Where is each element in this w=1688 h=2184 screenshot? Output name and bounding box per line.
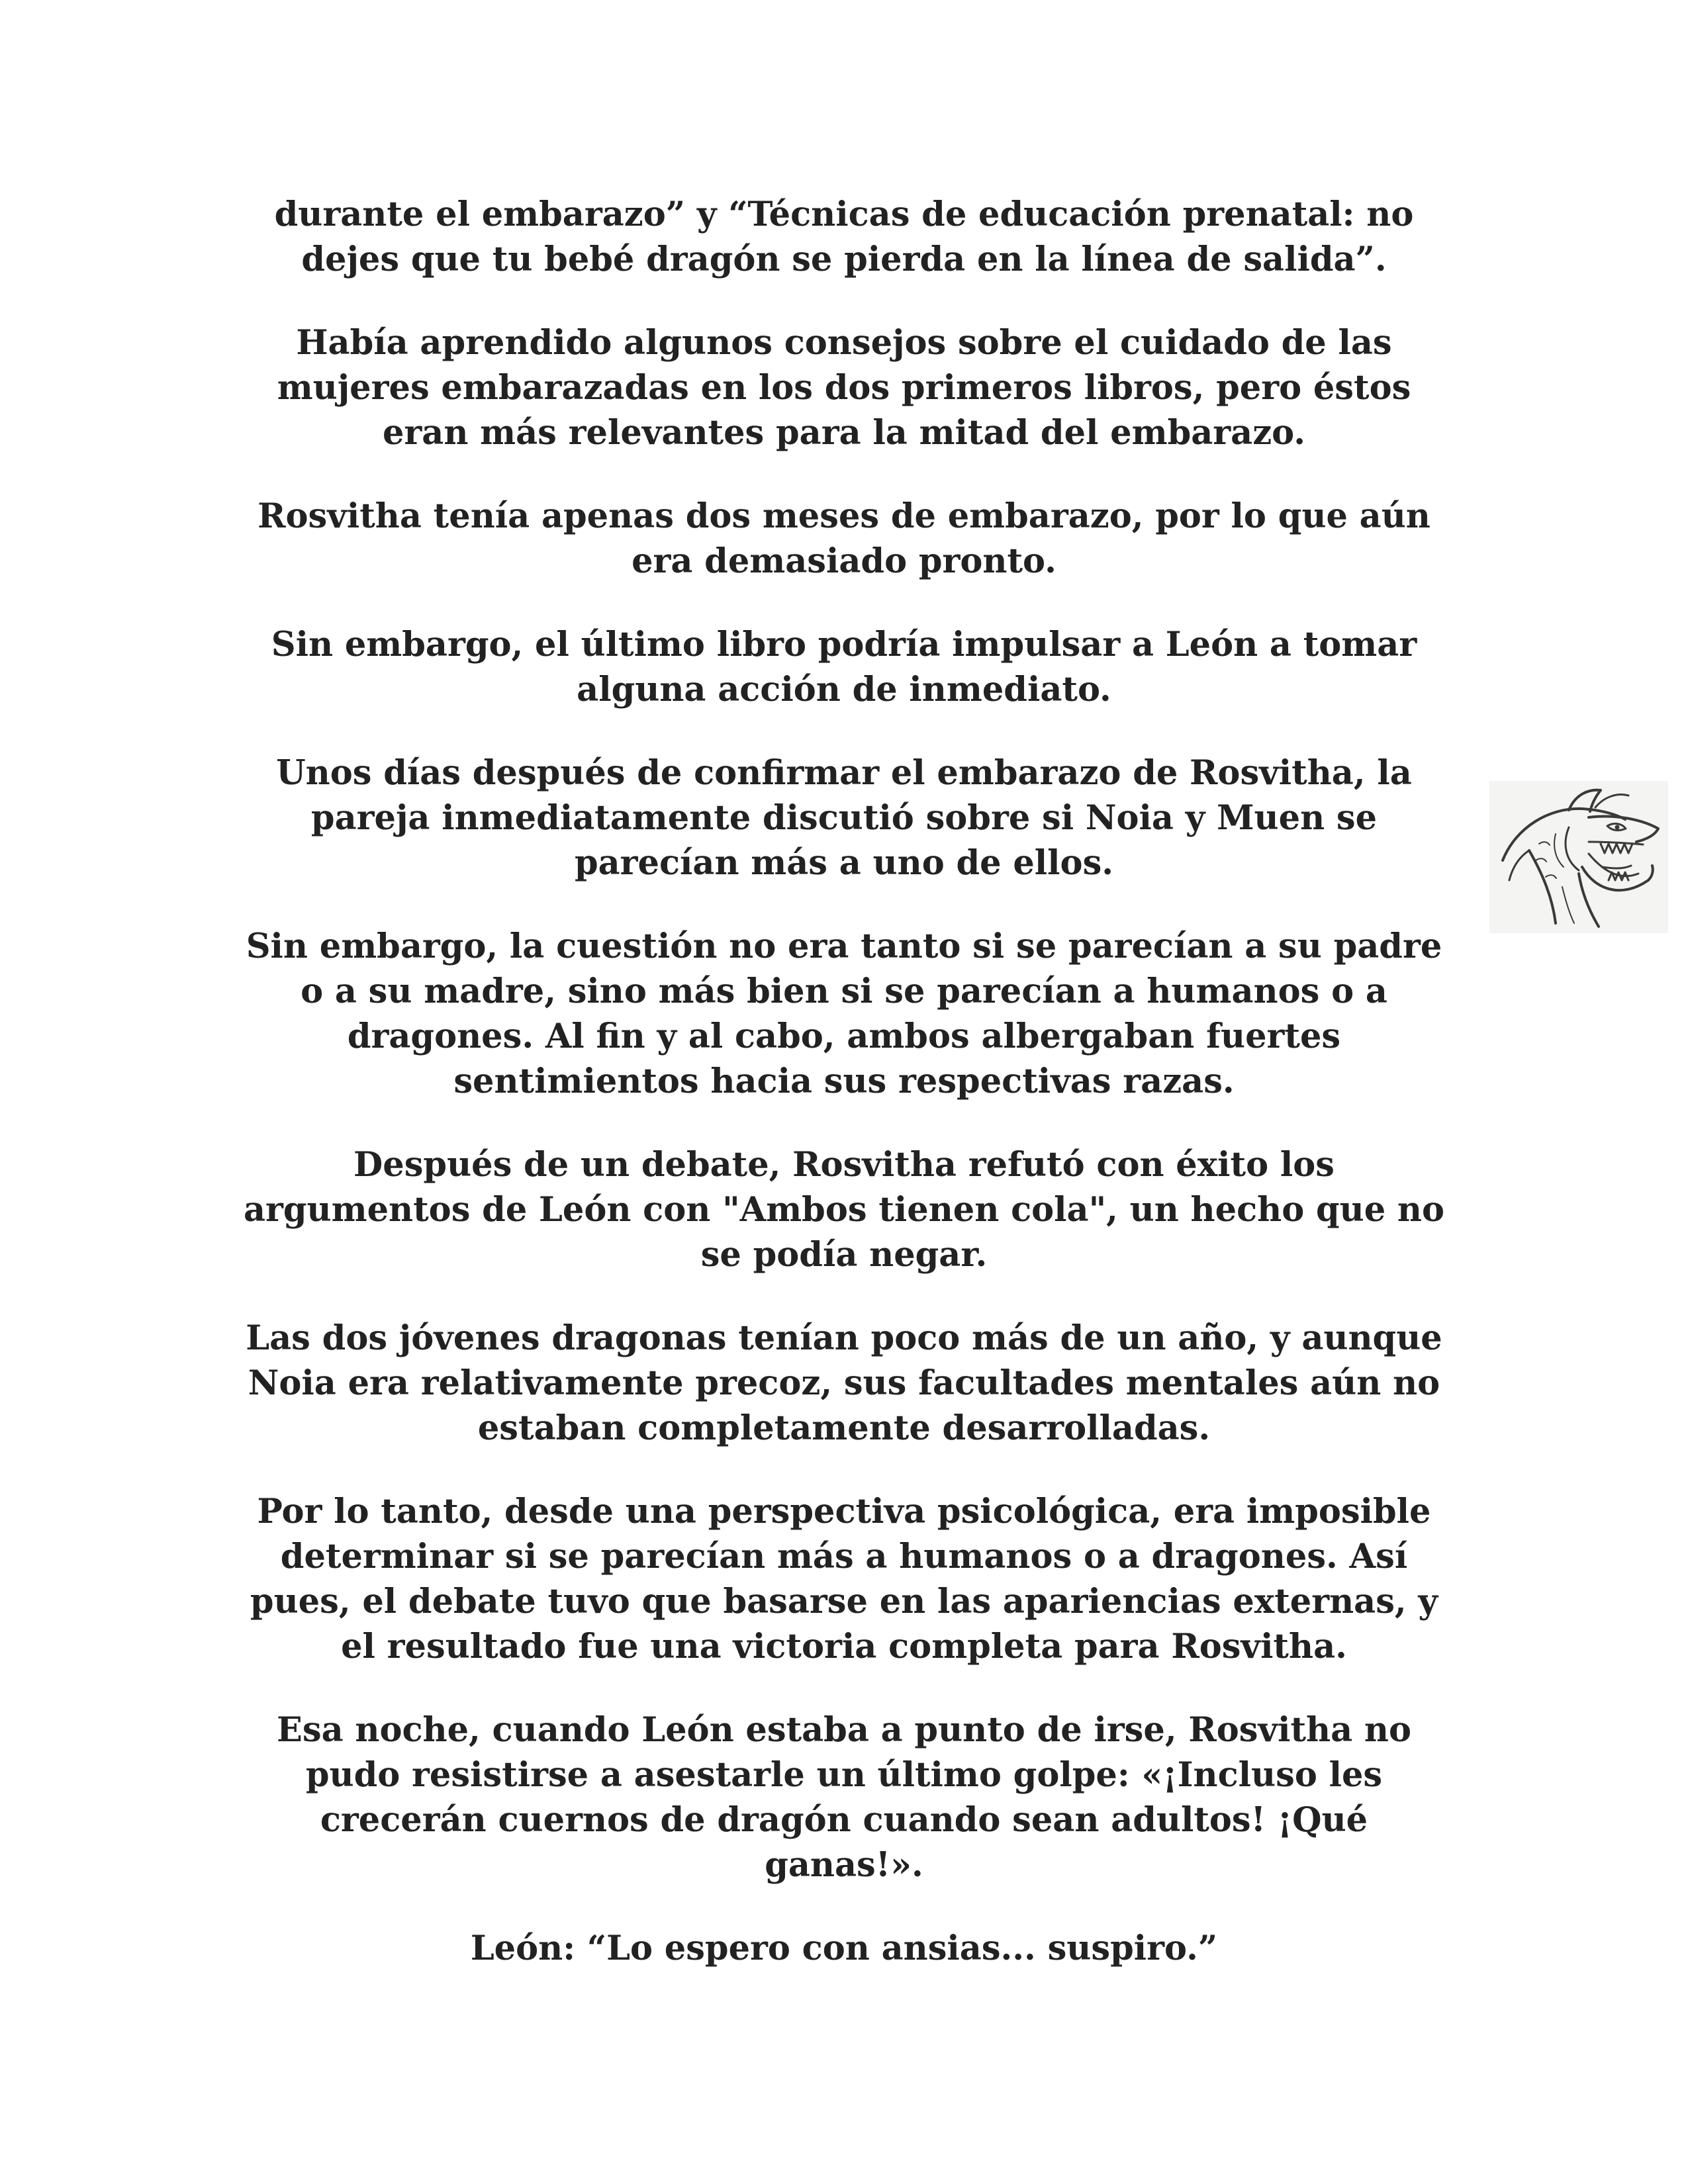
text-line: se podía negar. <box>700 1235 988 1275</box>
text-line: estaban completamente desarrolladas. <box>477 1408 1211 1448</box>
text-line: eran más relevantes para la mitad del embarazo. <box>382 413 1306 453</box>
text-line: ganas!». <box>765 1845 923 1885</box>
text-line: mujeres embarazadas en los dos primeros libros, pero éstos <box>277 368 1411 408</box>
paragraph <box>225 1926 1463 1971</box>
text-line: pudo resistirse a asestarle un último golpe: «¡Incluso les <box>305 1755 1383 1795</box>
text-line: durante el embarazo” y “Técnicas de educación prenatal: no <box>274 195 1414 234</box>
text-line: parecían más a uno de ellos. <box>574 843 1114 883</box>
text-line: Después de un debate, Rosvitha refutó con éxito los <box>353 1145 1335 1185</box>
paragraph <box>225 751 1463 886</box>
paragraph <box>225 1316 1463 1451</box>
dragon-head-sketch-icon <box>1489 781 1668 933</box>
paragraph <box>225 494 1463 584</box>
text-line: pareja inmediatamente discutió sobre si Noia y Muen se <box>310 798 1378 838</box>
text-line: pues, el debate tuvo que basarse en las apariencias externas, y <box>250 1582 1438 1621</box>
text-line: Noia era relativamente precoz, sus facultades mentales aún no <box>248 1363 1440 1403</box>
text-line: era demasiado pronto. <box>632 541 1056 581</box>
paragraph <box>225 1489 1463 1669</box>
text-line: determinar si se parecían más a humanos o a dragones. Así <box>280 1537 1408 1576</box>
text-line: dejes que tu bebé dragón se pierda en la línea de salida”. <box>301 240 1387 279</box>
text-line: Había aprendido algunos consejos sobre el cuidado de las <box>296 323 1392 363</box>
text-line: argumentos de León con "Ambos tienen cola", un hecho que no <box>243 1190 1445 1230</box>
paragraph <box>225 924 1463 1104</box>
text-line: alguna acción de inmediato. <box>577 670 1111 709</box>
text-line: o a su madre, sino más bien si se parecían a humanos o a <box>301 972 1387 1011</box>
text-line: sentimientos hacia sus respectivas razas. <box>453 1062 1235 1101</box>
body-text <box>225 192 1463 2009</box>
text-line: Sin embargo, la cuestión no era tanto si se parecían a su padre <box>246 927 1442 966</box>
paragraph <box>225 192 1463 282</box>
text-line: crecerán cuernos de dragón cuando sean adultos! ¡Qué <box>320 1800 1368 1840</box>
text-line: Esa noche, cuando León estaba a punto de irse, Rosvitha no <box>276 1710 1412 1750</box>
paragraph <box>225 1707 1463 1888</box>
text-line: Por lo tanto, desde una perspectiva psicológica, era imposible <box>257 1492 1431 1531</box>
text-line: Sin embargo, el último libro podría impulsar a León a tomar <box>271 625 1417 664</box>
text-line: el resultado fue una victoria completa para Rosvitha. <box>341 1627 1347 1666</box>
paragraph <box>225 320 1463 455</box>
text-line: Unos días después de confirmar el embarazo de Rosvitha, la <box>276 753 1412 793</box>
paragraph <box>225 622 1463 712</box>
text-line: León: “Lo espero con ansias... suspiro.” <box>470 1929 1218 1968</box>
text-line: Rosvitha tenía apenas dos meses de embarazo, por lo que aún <box>258 496 1430 536</box>
paragraph <box>225 1142 1463 1277</box>
text-line: dragones. Al fin y al cabo, ambos albergaban fuertes <box>347 1017 1341 1056</box>
text-line: Las dos jóvenes dragonas tenían poco más de un año, y aunque <box>246 1318 1442 1358</box>
